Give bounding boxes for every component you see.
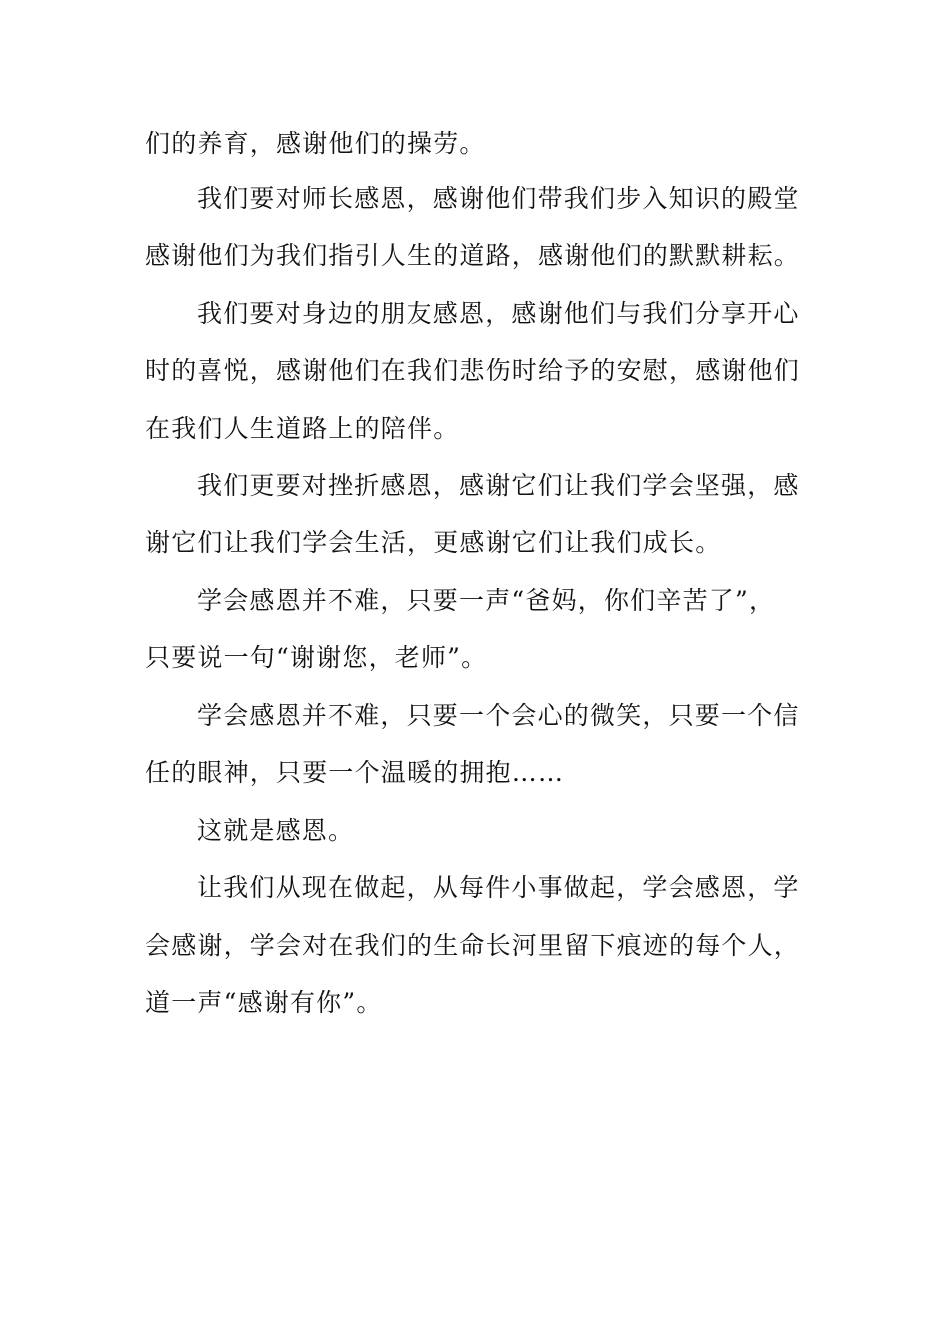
text-line: 时的喜悦，感谢他们在我们悲伤时给予的安慰，感谢他们 xyxy=(145,356,801,385)
text-line: 谢它们让我们学会生活，更感谢它们让我们成长。 xyxy=(145,528,722,557)
text-line: 这就是感恩。 xyxy=(197,816,355,845)
text-line: 我们要对师长感恩，感谢他们带我们步入知识的殿堂 xyxy=(197,184,800,213)
text-line: 让我们从现在做起，从每件小事做起，学会感恩，学 xyxy=(197,873,800,902)
text-line: 任的眼神，只要一个温暖的拥抱…… xyxy=(145,758,565,787)
text-line: 感谢他们为我们指引人生的道路，感谢他们的默默耕耘。 xyxy=(145,241,801,270)
text-line: 我们要对身边的朋友感恩，感谢他们与我们分享开心 xyxy=(197,299,800,328)
text-line: 只要说一句“谢谢您，老师”。 xyxy=(145,643,488,672)
text-line: 学会感恩并不难，只要一个会心的微笑，只要一个信 xyxy=(197,701,800,730)
text-line: 我们更要对挫折感恩，感谢它们让我们学会坚强，感 xyxy=(197,471,800,500)
text-line: 道一声“感谢有你”。 xyxy=(145,988,383,1017)
text-line: 们的养育，感谢他们的操劳。 xyxy=(145,129,486,158)
text-line: 在我们人生道路上的陪伴。 xyxy=(145,414,460,443)
text-line: 学会感恩并不难，只要一声“爸妈，你们辛苦了”， xyxy=(197,586,776,615)
text-line: 会感谢，学会对在我们的生命长河里留下痕迹的每个人， xyxy=(145,931,801,960)
